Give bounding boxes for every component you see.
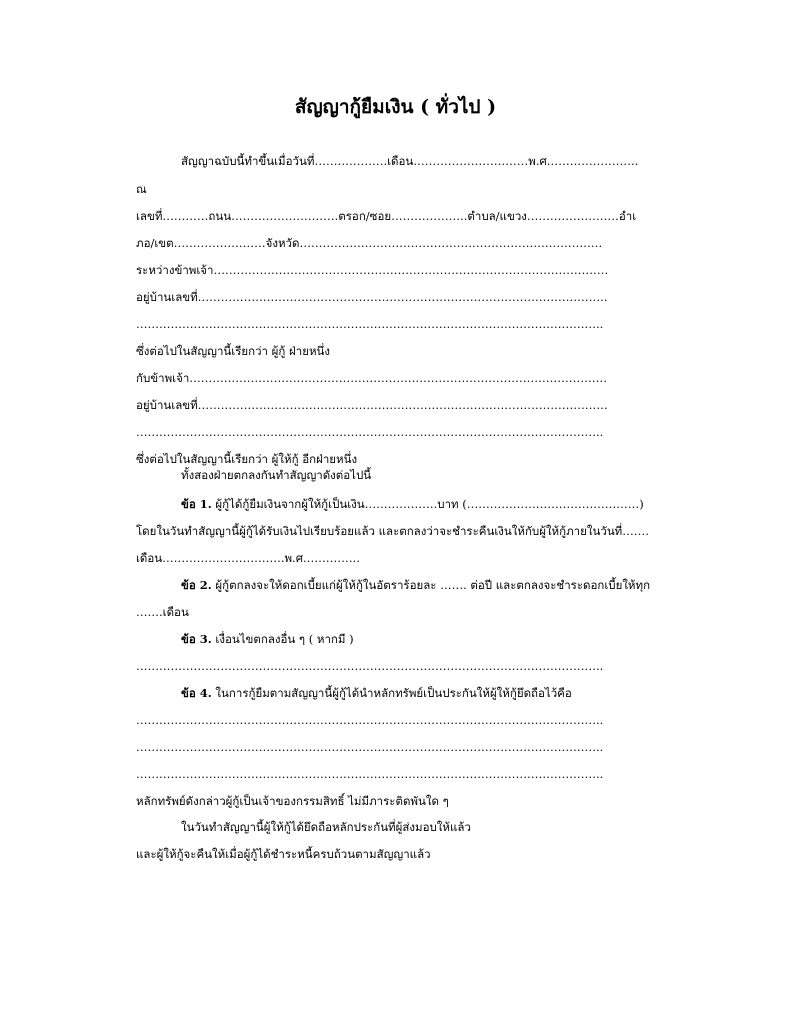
- collateral-line-3: …………………………………………………………………………………………………………..: [136, 767, 604, 781]
- clause-2: [181, 576, 688, 594]
- document-title: สัญญากู้ยืมเงิน ( ทั่วไป ): [294, 96, 497, 118]
- repayment-line: โดยในวันทำสัญญานี้ผู้กู้ได้รับเงินไปเรียบร้อยแล้ว และตกลงว่าจะชำระคืนเงินให้กับผู้ให้กู้ภายในวันที่…….: [136, 524, 649, 538]
- collateral-line-2: …………………………………………………………………………………………………………..: [136, 740, 604, 754]
- clause-2-label: ข้อ 2.: [181, 578, 212, 592]
- lender-address-continued: …………………………………………………………………………………………………………..: [136, 425, 604, 439]
- lender-definition: ซึ่งต่อไปในสัญญานี้เรียกว่า ผู้ให้กู้ อีกฝ่ายหนึ่ง: [136, 452, 358, 466]
- clause-3-text: เงื่อนไขตกลงอื่น ๆ ( หากมี ): [211, 632, 354, 646]
- borrower-definition: ซึ่งต่อไปในสัญญานี้เรียกว่า ผู้กู้ ฝ่ายหนึ่ง: [136, 344, 331, 358]
- collateral-line-1: …………………………………………………………………………………………………………..: [136, 713, 604, 727]
- clause-4-text: ในการกู้ยืมตามสัญญานี้ผู้กู้ได้นำหลักทรัพย์เป็นประกันให้ผู้ให้กู้ยึดถือไว้คือ: [211, 686, 572, 700]
- clause-2-text: ผู้กู้ตกลงจะให้ดอกเบี้ยแก่ผู้ให้กู้ในอัตราร้อยละ ……. ต่อปี และตกลงจะชำระดอกเบี้ยให้ทุก: [211, 578, 651, 592]
- interest-period-line: …….เดือน: [136, 605, 189, 619]
- clause-3: [181, 630, 688, 648]
- contract-date-line: สัญญาฉบับนี้ทำขึ้นเมื่อวันที่……………….เดือน…………………………พ.ศ.…………………..: [181, 154, 639, 168]
- district-province-line: ภอ/เขต……………………จังหวัด…………………………………………………………………….: [136, 236, 603, 250]
- borrower-name-line: ระหว่างข้าพเจ้า………………………………………………………………………………………….: [136, 263, 609, 277]
- agreement-intro: ทั้งสองฝ่ายตกลงกันทำสัญญาดังต่อไปนี้: [181, 468, 372, 482]
- repayment-date-line: เดือน…………………………..พ.ศ.…………..: [136, 551, 360, 565]
- clause-4: [181, 684, 688, 702]
- other-conditions-line: …………………………………………………………………………………………………………..: [136, 659, 604, 673]
- location-prefix: ณ: [136, 182, 147, 196]
- clause-1-label: ข้อ 1.: [181, 497, 212, 511]
- lender-address-line: อยู่บ้านเลขที่……………………………………………………………………………………………..: [136, 398, 608, 412]
- collateral-return-statement: และผู้ให้กู้จะคืนให้เมื่อผู้กู้ได้ชำระหนี้ครบถ้วนตามสัญญาแล้ว: [136, 847, 431, 861]
- collateral-ownership-statement: หลักทรัพย์ดังกล่าวผู้กู้เป็นเจ้าของกรรมสิทธิ์ ไม่มีภาระติดพันใด ๆ: [136, 794, 449, 808]
- collateral-delivery-statement: ในวันทำสัญญานี้ผู้ให้กู้ได้ยึดถือหลักประกันที่ผู้ส่งมอบให้แล้ว: [181, 820, 471, 834]
- clause-4-label: ข้อ 4.: [181, 686, 212, 700]
- clause-1-text: ผู้กู้ได้กู้ยืมเงินจากผู้ให้กู้เป็นเงิน……………….บาท (………………………………………): [211, 497, 644, 511]
- borrower-address-continued: …………………………………………………………………………………………………………..: [136, 317, 604, 331]
- lender-name-line: กับข้าพเจ้า……………………………………………………………………………………………….: [136, 371, 607, 385]
- clause-1: [181, 495, 688, 513]
- borrower-address-line: อยู่บ้านเลขที่……………………………………………………………………………………………..: [136, 290, 608, 304]
- clause-3-label: ข้อ 3.: [181, 632, 212, 646]
- address-line: เลขที่…………ถนน……………………….ตรอก/ซอย………………..ตำบล/แขวง……………………อำเ: [136, 209, 637, 223]
